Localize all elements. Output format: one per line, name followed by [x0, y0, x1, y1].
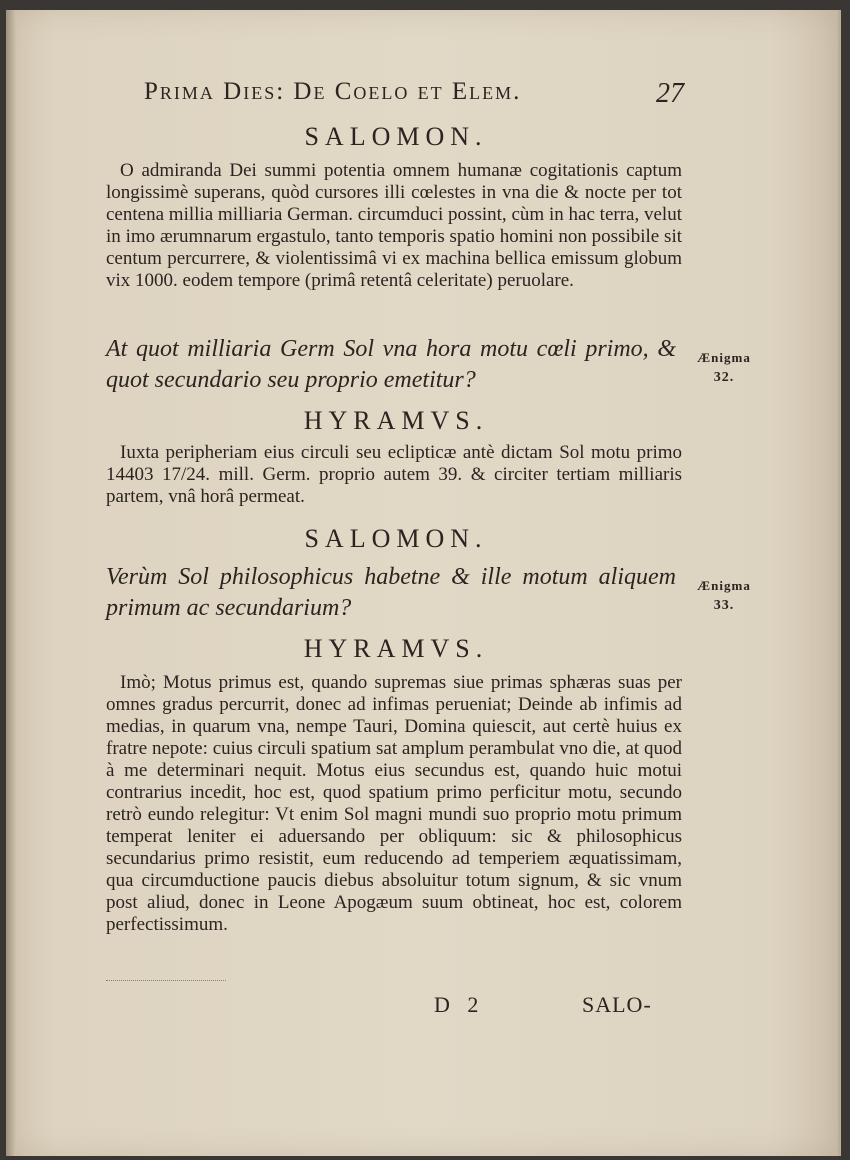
salomon-paragraph-1: O admiranda Dei summi potentia omnem humanæ cogitationis captum longissimè superans, quòd cursores illi cœlestes in vna die & nocte per tot centena millia milliaria German. circumduci possint, cùm in hac terra, velut in imo ærumnarum ergastulo, tanto temporis spatio homini non possibile sit centum percurrere, & violentissimâ vi ex machina bellica emissum globum vix 1000. eodem tempore (primâ retentâ celeritate) peruolare.: [106, 160, 682, 291]
speaker-heading-hyramus-1: HYRAMVS.: [303, 406, 489, 435]
margin-note-32: [682, 350, 766, 386]
margin-number: 32.: [713, 370, 735, 385]
margin-label: Ænigma: [697, 578, 751, 593]
running-title: Prima Dies: De Coelo et Elem.: [144, 78, 522, 105]
margin-note-33: [682, 578, 766, 614]
margin-label: Ænigma: [697, 350, 751, 365]
catchword: SALO-: [582, 992, 652, 1017]
signature-mark: D 2: [434, 992, 485, 1017]
question-32: At quot milliaria Germ Sol vna hora motu cœli primo, & quot secundario seu proprio emetitur?: [106, 336, 676, 393]
speaker-heading-salomon-2: SALOMON.: [304, 524, 488, 553]
page-number: 27: [656, 78, 684, 109]
book-page: [6, 10, 841, 1156]
margin-number: 33.: [713, 598, 735, 613]
end-rule: [106, 980, 226, 981]
hyramus-paragraph-1: Iuxta peripheriam eius circuli seu eclipticæ antè dictam Sol motu primo 14403 17/24. mill. Germ. proprio autem 39. & circiter tertiam milliaris partem, vnâ horâ permeat.: [106, 442, 682, 507]
speaker-heading-hyramus-2: HYRAMVS.: [303, 634, 489, 663]
page-gutter: [6, 10, 16, 1156]
hyramus-paragraph-2: Imò; Motus primus est, quando supremas siue primas sphæras suas per omnes gradus percurrit, donec ad infimas perueniat; Deinde ab infimis ad medias, in quarum vna, nempe Tauri, Domina quiescit, aut certè huius ex fratre nepote: cuius circuli spatium sat amplum perambulat vno die, at quod à me determinari nequit. Motus eius secundus est, quando huic motui contrarius incedit, hoc est, quod spatium primo perficitur motu, secundo retrò eundo relegitur: Vt enim Sol magni mundi suo proprio motu primum temperat leniter ei aduersando per obliquum: sic & philosophicus secundarius primo resistit, eum reducendo ad temperiem æquatissimam, qua circumductione paucis diebus absoluitur totum signum, & sic vnum post aliud, donec in Leone Apogæum suum obtineat, hoc est, colorem perfectissimum.: [106, 672, 682, 935]
speaker-heading-salomon-1: SALOMON.: [304, 122, 488, 151]
running-header: [144, 78, 684, 118]
question-33: Verùm Sol philosophicus habetne & ille motum aliquem primum ac secundarium?: [106, 564, 676, 621]
